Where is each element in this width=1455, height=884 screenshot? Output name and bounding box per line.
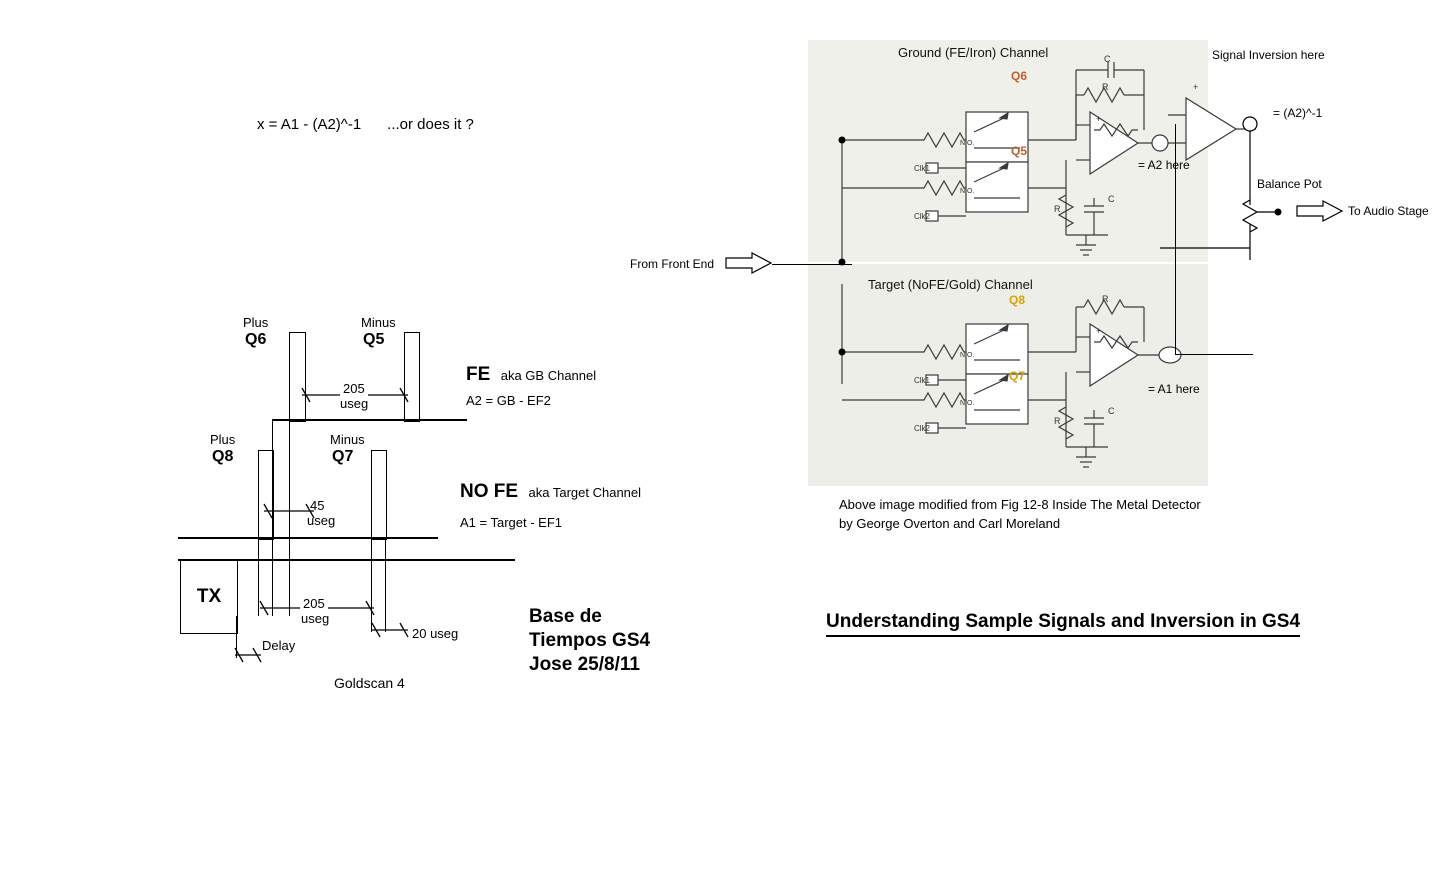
- goldscan-footer: Goldscan 4: [334, 675, 405, 691]
- fe-title-sub: aka GB Channel: [500, 368, 597, 383]
- tx-label: TX: [196, 586, 222, 607]
- nofe-q8-label: Q8: [212, 448, 234, 465]
- tx-interval-value: 205: [300, 596, 328, 611]
- fe-q5-label: Q5: [363, 331, 385, 348]
- tx-small-interval-label: 20 useg: [412, 626, 459, 641]
- svg-text:N.O.: N.O.: [960, 352, 975, 359]
- svg-text:C: C: [1108, 194, 1115, 204]
- fe-interval-value: 205: [340, 381, 368, 396]
- a1-wire-horizontal: [1175, 354, 1253, 355]
- svg-text:N.O.: N.O.: [960, 188, 975, 195]
- balance-pot-wiring: [1150, 100, 1330, 370]
- nofe-interval-unit: useg: [307, 513, 336, 528]
- annotation-a2-here: = A2 here: [1138, 158, 1190, 172]
- annotation-a1-here: = A1 here: [1148, 382, 1200, 396]
- formula-equation: x = A1 - (A2)^-1: [257, 116, 362, 133]
- base-title-line-0: Base de: [529, 606, 602, 627]
- credit-line-1: by George Overton and Carl Moreland: [839, 516, 1061, 531]
- svg-text:R: R: [1102, 82, 1109, 92]
- nofe-minus-label: Minus: [330, 432, 365, 447]
- svg-text:R: R: [1102, 294, 1109, 304]
- tx-guide-q7b: [385, 538, 386, 632]
- annotation-signal-inversion: Signal Inversion here: [1212, 48, 1325, 62]
- nofe-title: NO FE: [460, 481, 519, 502]
- annotation-from-front-end: From Front End: [630, 257, 715, 271]
- fe-equation: A2 = GB - EF2: [466, 393, 551, 408]
- svg-text:R: R: [1054, 416, 1061, 426]
- nofe-equation: A1 = Target - EF1: [460, 515, 563, 530]
- tx-delay-marker: [233, 648, 263, 662]
- formula-tail: ...or does it ?: [387, 116, 474, 133]
- credit-line-0: Above image modified from Fig 12-8 Inside The Metal Detector: [839, 497, 1201, 512]
- fe-channel-title: [466, 364, 596, 386]
- svg-text:N.O.: N.O.: [960, 400, 975, 407]
- tx-box: [180, 560, 238, 634]
- page-title: Understanding Sample Signals and Inversion in GS4: [826, 611, 1300, 637]
- annotation-balance-pot: Balance Pot: [1257, 177, 1322, 191]
- svg-text:Clk1: Clk1: [914, 164, 931, 173]
- svg-text:Clk2: Clk2: [914, 424, 931, 433]
- fe-pulse-q5: [404, 332, 420, 422]
- svg-text:Clk1: Clk1: [914, 376, 931, 385]
- tx-interval-unit: useg: [298, 611, 332, 626]
- fe-q6-label: Q6: [245, 331, 267, 348]
- tx-delay-guide: [236, 616, 237, 658]
- base-title: [529, 605, 650, 677]
- svg-text:Clk2: Clk2: [914, 212, 931, 221]
- q5-tag: Q5: [1011, 144, 1028, 158]
- fe-pulse-q6: [289, 332, 306, 422]
- q7-tag: Q7: [1009, 369, 1026, 383]
- tx-guide-q6: [289, 420, 290, 616]
- svg-text:R: R: [1054, 204, 1061, 214]
- formula-text: [257, 116, 474, 133]
- tx-guide-q7: [371, 538, 372, 632]
- svg-text:N.O.: N.O.: [960, 140, 975, 147]
- nofe-baseline: [178, 537, 438, 539]
- nofe-q7-label: Q7: [332, 448, 354, 465]
- fe-title: FE: [466, 364, 491, 385]
- tx-delay-label: Delay: [262, 638, 296, 653]
- target-channel-title: Target (NoFE/Gold) Channel: [868, 277, 1033, 292]
- svg-text:C: C: [1108, 406, 1115, 416]
- svg-text:C: C: [1104, 54, 1111, 64]
- fe-baseline: [272, 419, 467, 421]
- from-front-end-arrow-icon: [726, 253, 772, 273]
- base-title-line-2: Jose 25/8/11: [529, 654, 640, 675]
- front-end-wire: [772, 264, 852, 265]
- q8-tag: Q8: [1009, 293, 1026, 307]
- annotation-to-audio-stage: To Audio Stage: [1348, 204, 1429, 218]
- nofe-interval-value: 45: [310, 498, 325, 513]
- base-title-line-1: Tiempos GS4: [529, 630, 651, 651]
- q6-tag: Q6: [1011, 69, 1028, 83]
- ground-channel-title: Ground (FE/Iron) Channel: [898, 45, 1049, 60]
- tx-guide-q6b: [272, 420, 273, 616]
- fe-plus-label: Plus: [243, 315, 269, 330]
- svg-text:+: +: [1193, 82, 1199, 92]
- nofe-channel-title: [460, 481, 641, 503]
- nofe-title-sub: aka Target Channel: [528, 485, 642, 500]
- svg-text:+: +: [1096, 326, 1102, 336]
- tx-small-interval-marker: [370, 623, 410, 637]
- fe-interval-unit: useg: [337, 396, 371, 411]
- svg-text:+: +: [1096, 114, 1102, 124]
- fe-minus-label: Minus: [361, 315, 396, 330]
- nofe-plus-label: Plus: [210, 432, 236, 447]
- image-credit: [839, 495, 1201, 533]
- nofe-pulse-q7: [371, 450, 387, 540]
- annotation-a2-inverse: = (A2)^-1: [1273, 106, 1323, 120]
- to-audio-stage-arrow-icon: [1297, 201, 1343, 221]
